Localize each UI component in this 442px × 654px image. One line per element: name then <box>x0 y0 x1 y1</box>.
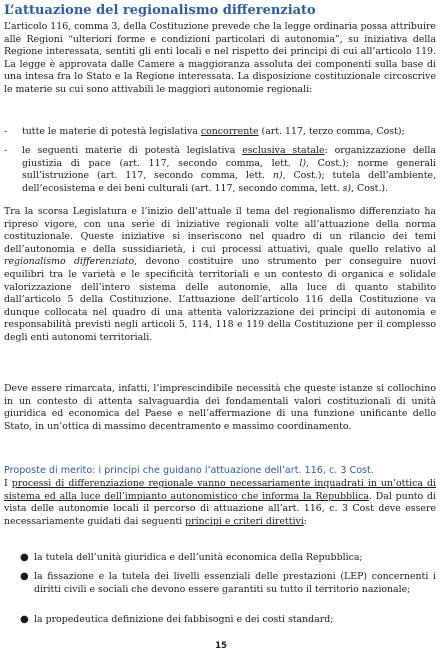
page-title: L’attuazione del regionalismo differenziato <box>4 3 316 18</box>
section-subheading: Proposte di merito: i principi che guidano l’attuazione dell’art. 116, c. 3 Cost. <box>4 465 374 476</box>
bullet-icon: ● <box>20 552 29 563</box>
list-item-esclusiva: le seguenti materie di potestà legislativa esclusiva statale: organizzazione della giustizia di pace (art. 117, secondo comma, lett. l), Cost.); norme generali sull’istruzione (art. 117, secondo comma, lett. n), Cost.); tutela dell’ambiente, dell’ecosistema e dei beni culturali (art. 117, secondo comma, lett. s), Cost.). <box>22 145 436 194</box>
paragraph-processi: I processi di differenziazione regionale vanno necessariamente inquadrati in un’ottica di sistema ed alla luce dell’impianto autonomistico che informa la Repubblica. Dal punto di vista delle autonomie locali il percorso di attuazione all’art. 116, c. 3 Cost deve essere necessariamente guidati dai seguenti principi e criteri direttivi: <box>4 478 436 527</box>
bullet-icon: ● <box>20 571 29 582</box>
bullet-item: la tutela dell’unità giuridica e dell’unità economica della Repubblica; <box>34 552 363 563</box>
bullet-icon: ● <box>20 614 29 625</box>
paragraph-rimarcata: Deve essere rimarcata, infatti, l’imprescindibile necessità che queste istanze si collochino in un contesto di attenta salvaguardia dei fondamentali valori costituzionali di unità giuridica ed economica del Paese e nell’affermazione di una funzione unificante dello Stato, in un’ottica di massimo decentramento e massimo coordinamento. <box>4 383 436 432</box>
paragraph-intro: L’articolo 116, comma 3, della Costituzione prevede che la legge ordinaria possa attribuire alle Regioni “ulteriori forme e condizioni particolari di autonomia”, su iniziativa della Regione interessata, sentiti gli enti locali e nel rispetto dei principi di cui all’articolo 119. La legge è approvata dalle Camere a maggioranza assoluta dei componenti sulla base di una intesa fra lo Stato e la Regione interessata. La disposizione costituzionale circoscrive le materie su cui sono attivabili le maggiori autonomie regionali: <box>4 21 436 95</box>
dash-marker: - <box>4 126 8 137</box>
list-item-concorrente: tutte le materie di potestà legislativa concorrente (art. 117, terzo comma, Cost); <box>22 126 405 137</box>
page-number: 15 <box>215 641 227 651</box>
bullet-item: la fissazione e la tutela dei livelli essenziali delle prestazioni (LEP) concernenti i diritti civili e sociali che devono essere garantiti su tutto il territorio nazionale; <box>34 571 436 595</box>
bullet-item: la propedeutica definizione dei fabbisogni e dei costi standard; <box>34 614 334 625</box>
paragraph-legislatura: Tra la scorsa Legislatura e l’inizio dell’attuale il tema del regionalismo differenziato ha ripreso vigore, con una serie di iniziative regionali volte all’attuazione della norma costituzionale. Queste iniziative si inseriscono nel quadro di un rilancio dei temi dell’autonomia e della sussidiarietà, i cui processi attuativi, quale quello relativo al regionalismo differenziato, devono costituire uno strumento per conseguire nuovi equilibri tra le varietà e le specificità territoriali e un contesto di organica e solidale valorizzazione dell’intero sistema delle autonomie, alla luce di quanto stabilito dall’articolo 5 della Costituzione. L’attuazione dell’articolo 116 della Costituzione va dunque collocata nel quadro di una attenta valorizzazione dei principi di autonomia e responsabilità previsti negli articoli 5, 114, 118 e 119 della Costituzione per il complesso degli enti autonomi territoriali. <box>4 206 436 343</box>
dash-marker: - <box>4 145 8 156</box>
